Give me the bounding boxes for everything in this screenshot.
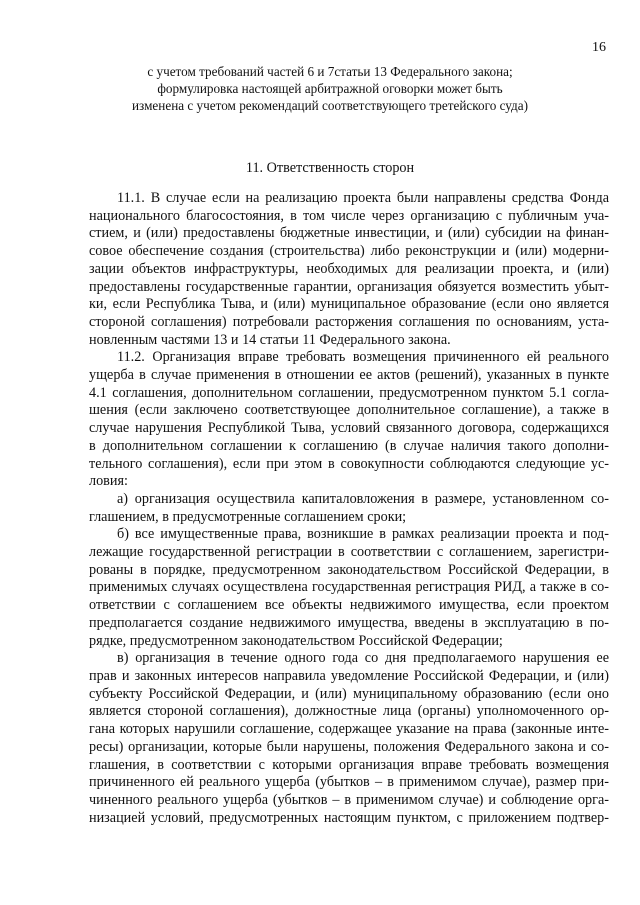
- text-line: ущерба в случае применения в отношении ее актов (решений), указанных в пункте: [89, 367, 609, 384]
- text-line: низацией условий, предусмотренных настоящим пунктом, с приложением подтвер-: [89, 809, 609, 826]
- page-number: 16: [592, 40, 606, 55]
- note-line: с учетом требований частей 6 и 7статьи 13 Федерального закона;: [147, 64, 513, 79]
- text-line: а) организация осуществила капиталовложения в размере, установленном со-: [117, 490, 609, 507]
- text-line: шения (если заключено соответствующее дополнительное соглашение), а также в: [89, 402, 609, 419]
- text-line: в) организация в течение одного года со дня предполагаемого нарушения ее: [117, 650, 609, 667]
- text-line: предоставлены государственные гарантии, организация обязуется возместить убыт-: [89, 278, 609, 295]
- arbitration-clause-note: [60, 63, 600, 114]
- note-line: изменена с учетом рекомендаций соответствующего третейского суда): [132, 98, 528, 113]
- text-line: стороной соглашения) потребовали расторжения соглашения по основаниям, уста-: [89, 313, 609, 330]
- text-line: зации объектов инфраструктуры, необходимых для реализации проекта, и (или): [89, 260, 609, 277]
- text-line: 11.1. В случае если на реализацию проекта были направлены средства Фонда: [117, 190, 609, 206]
- text-line: рованы в порядке, предусмотренном законодательством Российской Федерации, в: [89, 561, 609, 578]
- text-line: причиненного ей реального ущерба (убытков – в применимом случае), размер при-: [89, 774, 609, 791]
- condition-c: [89, 650, 609, 827]
- text-line: является стороной соглашения), должностные лица (органы) уполномоченного ор-: [89, 703, 609, 720]
- condition-b: [89, 526, 609, 650]
- document-body: [89, 190, 609, 827]
- paragraph-11-1: [89, 190, 609, 349]
- paragraph-11-2: [89, 349, 609, 491]
- text-line: рядке, предусмотренном законодательством Российской Федерации;: [89, 632, 503, 649]
- text-line: глашения, в соответствии с которыми организация вправе требовать возмещения: [89, 756, 609, 773]
- text-line: применимых случаях осуществлена государственная регистрация РИД, а также в со-: [89, 579, 609, 596]
- text-line: случае нарушения Республикой Тыва, условий связанного договора, содержащихся: [89, 420, 609, 437]
- text-line: тельного соглашения), если при этом в совокупности соблюдаются следующие ус-: [89, 455, 609, 472]
- text-line: ки, если Республика Тыва, и (или) муниципальное образование (если оно является: [89, 296, 609, 313]
- text-line: ресы) организации, которые были нарушены, положения Федерального закона и со-: [89, 738, 609, 755]
- text-line: новленным частями 13 и 14 статьи 11 Федерального закона.: [89, 331, 451, 348]
- note-line: формулировка настоящей арбитражной оговорки может быть: [157, 81, 503, 96]
- text-line: национального благосостояния, в том числе через организацию с публичным уча-: [89, 207, 609, 224]
- text-line: б) все имущественные права, возникшие в рамках реализации проекта и под-: [117, 526, 609, 543]
- text-line: прав и законных интересов направила уведомление Российской Федерации, и (или): [89, 667, 609, 684]
- section-title: 11. Ответственность сторон: [245, 160, 415, 176]
- text-line: ответствии с соглашением все объекты недвижимого имущества, если проектом: [89, 597, 609, 614]
- condition-a: [89, 491, 609, 526]
- text-line: чиненного реального ущерба (убытков – в применимом случае) и соблюдение орга-: [89, 791, 609, 808]
- text-line: гана которых нарушили соглашение, содержащее указание на права (законные инте-: [89, 721, 609, 738]
- text-line: совое обеспечение создания (строительства) либо реконструкции и (или) модерни-: [89, 243, 609, 260]
- text-line: в дополнительном соглашении к соглашению (в случае наличия такого дополни-: [89, 437, 609, 454]
- text-line: стием, и (или) предоставлены бюджетные инвестиции, и (или) субсидии на финан-: [89, 225, 609, 242]
- text-line: глашением, в предусмотренные соглашением сроки;: [89, 508, 407, 525]
- text-line: 11.2. Организация вправе требовать возмещения причиненного ей реального: [117, 349, 609, 366]
- text-line: лежащие государственной регистрации в соответствии с соглашением, зарегистри-: [89, 544, 609, 561]
- text-line: субъекту Российской Федерации, и (или) муниципальному образованию (если оно: [89, 685, 609, 702]
- text-line: ловия:: [89, 473, 128, 490]
- text-line: предполагается создание недвижимого имущества, введены в эксплуатацию в по-: [89, 614, 609, 631]
- text-line: 4.1 соглашения, дополнительном соглашении, предусмотренном пунктом 5.1 согла-: [89, 384, 609, 401]
